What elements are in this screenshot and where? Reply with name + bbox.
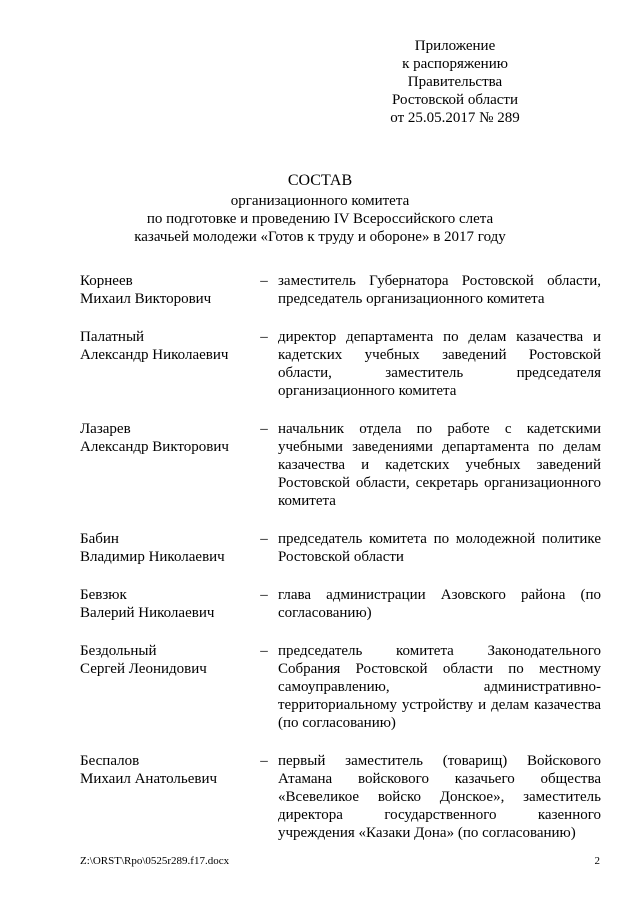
appendix-block	[345, 37, 565, 127]
dash-separator: –	[260, 329, 268, 345]
member-given-name: Александр Викторович	[80, 439, 229, 455]
dash-separator: –	[260, 421, 268, 437]
member-entry	[80, 328, 601, 400]
heading-line: организационного комитета	[230, 193, 410, 209]
member-role: начальник отдела по работе с кадетскими учебными заведениями департамента по делам казачества и кадетских учебных заведений Ростовской области, секретарь организационного комитета	[278, 421, 601, 509]
dash-separator: –	[260, 531, 268, 547]
member-entry	[80, 586, 601, 622]
member-entry	[80, 642, 601, 732]
heading-line: по подготовке и проведению IV Всероссийского слета	[146, 211, 494, 227]
member-entry	[80, 752, 601, 842]
member-given-name: Александр Николаевич	[80, 347, 229, 363]
dash-separator: –	[260, 273, 268, 289]
document-title: СОСТАВ	[287, 172, 353, 189]
dash-separator: –	[260, 587, 268, 603]
member-entry	[80, 530, 601, 566]
member-surname: Бабин	[80, 531, 119, 547]
member-name	[80, 328, 250, 400]
member-given-name: Владимир Николаевич	[80, 549, 225, 565]
member-role: заместитель Губернатора Ростовской области, председатель организационного комитета	[278, 273, 601, 307]
member-surname: Бездольный	[80, 643, 157, 659]
member-name	[80, 752, 250, 842]
page-footer	[80, 855, 600, 868]
member-surname: Корнеев	[80, 273, 133, 289]
member-given-name: Михаил Викторович	[80, 291, 212, 307]
member-role: директор департамента по делам казачества и кадетских учебных заведений Ростовской области, заместитель председателя организационного комитета	[278, 329, 601, 399]
appendix-line: от 25.05.2017 № 289	[390, 110, 520, 126]
member-surname: Бевзюк	[80, 587, 127, 603]
member-role: глава администрации Азовского района (по согласованию)	[278, 587, 601, 621]
member-surname: Лазарев	[80, 421, 131, 437]
heading-line: казачьей молодежи «Готов к труду и обороне» в 2017 году	[134, 229, 506, 245]
member-name	[80, 642, 250, 732]
member-given-name: Сергей Леонидович	[80, 661, 207, 677]
file-path: Z:\ORST\Rpo\0525r289.f17.docx	[80, 855, 230, 867]
member-name	[80, 530, 250, 566]
page-number: 2	[594, 855, 600, 867]
member-surname: Палатный	[80, 329, 145, 345]
appendix-line: Ростовской области	[392, 92, 518, 108]
member-entry	[80, 272, 601, 308]
member-given-name: Михаил Анатольевич	[80, 771, 218, 787]
dash-separator: –	[260, 753, 268, 769]
member-name	[80, 420, 250, 510]
members-list	[80, 272, 601, 862]
appendix-line: Приложение	[414, 38, 496, 54]
member-role: председатель комитета Законодательного Собрания Ростовской области по местному самоуправлению, административно-территориальному устройству и делам казачества (по согласованию)	[278, 643, 601, 731]
member-role: председатель комитета по молодежной политике Ростовской области	[278, 531, 601, 565]
member-name	[80, 272, 250, 308]
appendix-line: Правительства	[407, 74, 503, 90]
dash-separator: –	[260, 643, 268, 659]
document-heading	[0, 172, 640, 246]
appendix-line: к распоряжению	[402, 56, 508, 72]
member-role: первый заместитель (товарищ) Войскового Атамана войскового казачьего общества «Всевеликое войско Донское», заместитель директора государственного казенного учреждения «Казаки Дона» (по согласованию)	[278, 753, 601, 841]
member-name	[80, 586, 250, 622]
member-given-name: Валерий Николаевич	[80, 605, 215, 621]
member-entry	[80, 420, 601, 510]
member-surname: Беспалов	[80, 753, 140, 769]
